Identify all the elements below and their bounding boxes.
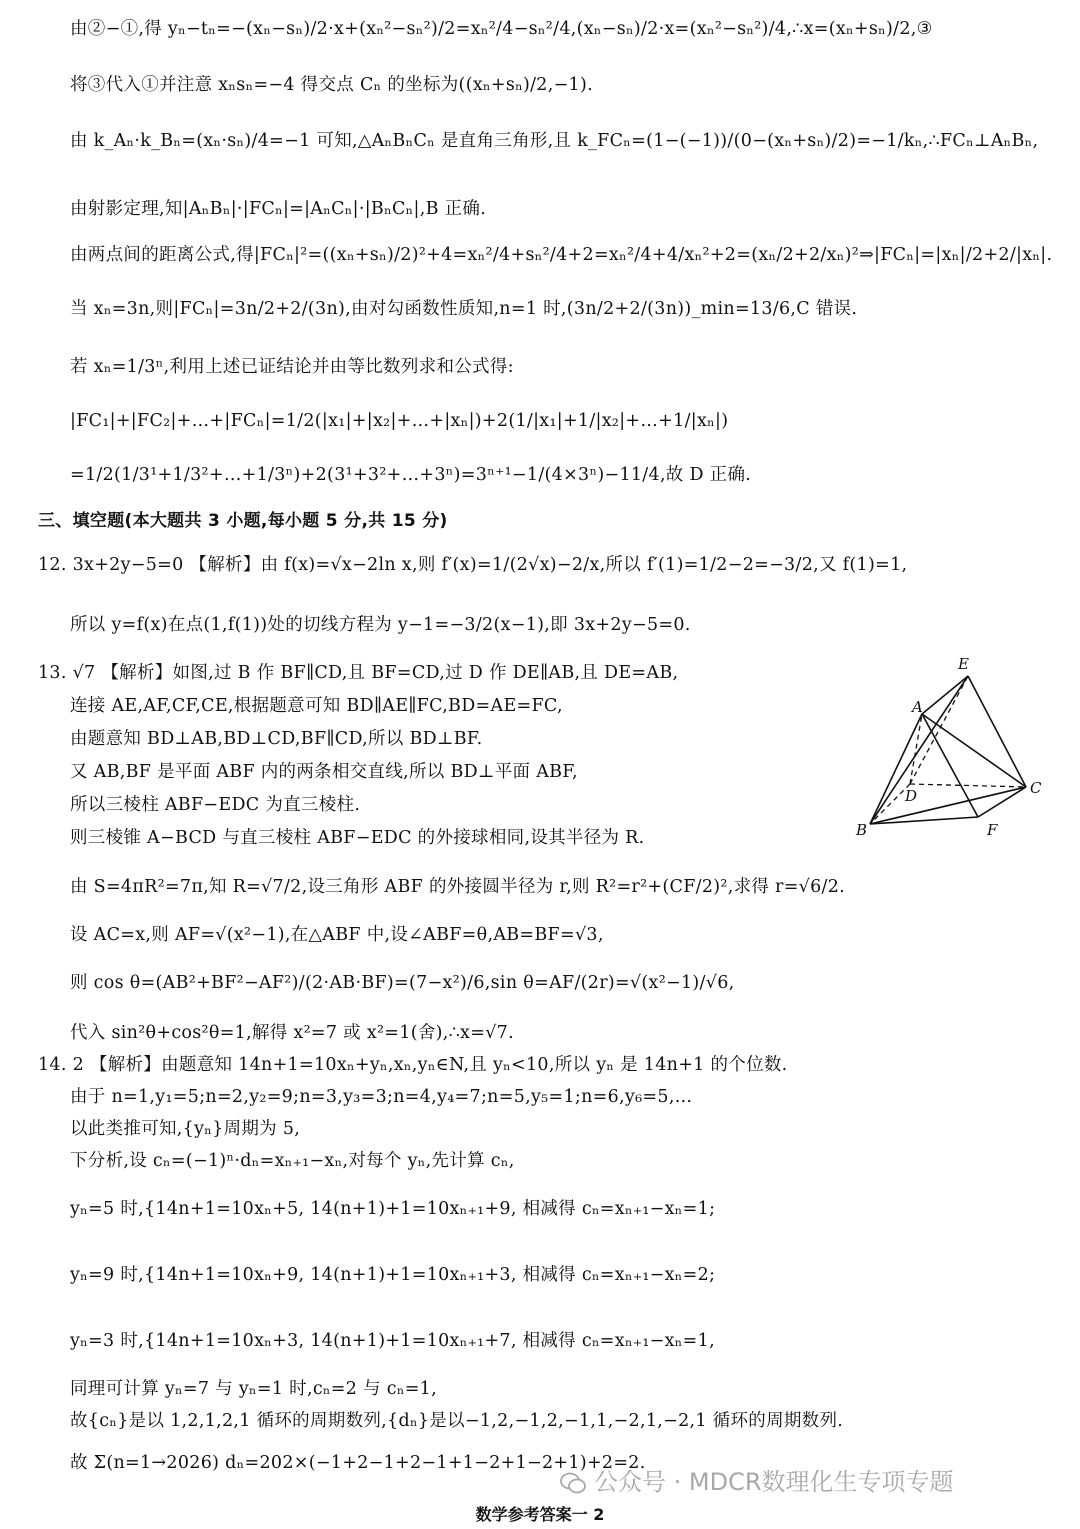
vertex-label-c: C — [1030, 779, 1042, 797]
text-line: 所以三棱柱 ABF−EDC 为直三棱柱. — [70, 795, 361, 815]
text-line: 由 S=4πR²=7π,知 R=√7/2,设三角形 ABF 的外接圆半径为 r,则 R²=r²+(CF/2)²,求得 r=√6/2. — [70, 877, 846, 897]
text-line: 由②−①,得 yₙ−tₙ=−(xₙ−sₙ)/2·x+(xₙ²−sₙ²)/2=xₙ²/4−sₙ²/4,(xₙ−sₙ)/2·x=(xₙ²−sₙ²)/4,∴x=(xₙ+sₙ)/2,③ — [70, 19, 933, 39]
text-line: =1/2(1/3¹+1/3²+…+1/3ⁿ)+2(3¹+3²+…+3ⁿ)=3ⁿ⁺¹−1/(4×3ⁿ)−11/4,故 D 正确. — [70, 465, 752, 485]
text-line: 又 AB,BF 是平面 ABF 内的两条相交直线,所以 BD⊥平面 ABF, — [70, 762, 578, 782]
text-line: 13. √7 【解析】如图,过 B 作 BF∥CD,且 BF=CD,过 D 作 DE∥AB,且 DE=AB, — [38, 663, 679, 683]
watermark — [560, 1462, 954, 1497]
page-footer: 数学参考答案一 2 — [475, 1505, 605, 1524]
text-line: 若 xₙ=1/3ⁿ,利用上述已证结论并由等比数列求和公式得: — [70, 357, 514, 377]
text-line: 连接 AE,AF,CF,CE,根据题意可知 BD∥AE∥FC,BD=AE=FC, — [70, 696, 563, 716]
text-line: |FC₁|+|FC₂|+…+|FCₙ|=1/2(|x₁|+|x₂|+…+|xₙ|)+2(1/|x₁|+1/|x₂|+…+1/|xₙ|) — [70, 411, 729, 431]
text-line: 将③代入①并注意 xₙsₙ=−4 得交点 Cₙ 的坐标为((xₙ+sₙ)/2,−1). — [70, 75, 593, 95]
wechat-icon — [560, 1472, 586, 1494]
text-line: 所以 y=f(x)在点(1,f(1))处的切线方程为 y−1=−3/2(x−1),即 3x+2y−5=0. — [70, 615, 691, 635]
vertex-label-a: A — [912, 698, 923, 716]
vertex-label-d: D — [905, 787, 918, 805]
text-line: 12. 3x+2y−5=0 【解析】由 f(x)=√x−2ln x,则 f′(x)=1/(2√x)−2/x,所以 f′(1)=1/2−2=−3/2,又 f(1)=1, — [38, 555, 908, 575]
text-line: 则 cos θ=(AB²+BF²−AF²)/(2·AB·BF)=(7−x²)/6,sin θ=AF/(2r)=√(x²−1)/√6, — [70, 973, 735, 993]
text-line: yₙ=5 时,{14n+1=10xₙ+5, 14(n+1)+1=10xₙ₊₁+9, 相减得 cₙ=xₙ₊₁−xₙ=1; — [70, 1199, 716, 1219]
text-line: 同理可计算 yₙ=7 与 yₙ=1 时,cₙ=2 与 cₙ=1, — [70, 1379, 437, 1399]
text-line: 故{cₙ}是以 1,2,1,2,1 循环的周期数列,{dₙ}是以−1,2,−1,2,−1,1,−2,1,−2,1 循环的周期数列. — [70, 1411, 844, 1431]
text-line: 由题意知 BD⊥AB,BD⊥CD,BF∥CD,所以 BD⊥BF. — [70, 729, 483, 749]
text-line: 由 k_Aₙ·k_Bₙ=(xₙ·sₙ)/4=−1 可知,△AₙBₙCₙ 是直角三角形,且 k_FCₙ=(1−(−1))/(0−(xₙ+sₙ)/2)=−1/kₙ,∴FCₙ⊥AₙBₙ, — [70, 131, 1039, 151]
text-line: yₙ=9 时,{14n+1=10xₙ+9, 14(n+1)+1=10xₙ₊₁+3, 相减得 cₙ=xₙ₊₁−xₙ=2; — [70, 1265, 716, 1285]
text-line: 14. 2 【解析】由题意知 14n+1=10xₙ+yₙ,xₙ,yₙ∈N,且 yₙ<10,所以 yₙ 是 14n+1 的个位数. — [38, 1055, 788, 1075]
text-line: 当 xₙ=3n,则|FCₙ|=3n/2+2/(3n),由对勾函数性质知,n=1 时,(3n/2+2/(3n))_min=13/6,C 错误. — [70, 299, 858, 319]
text-line: yₙ=3 时,{14n+1=10xₙ+3, 14(n+1)+1=10xₙ₊₁+7, 相减得 cₙ=xₙ₊₁−xₙ=1, — [70, 1331, 715, 1351]
text-line: 以此类推可知,{yₙ}周期为 5, — [70, 1119, 301, 1139]
text-line: 代入 sin²θ+cos²θ=1,解得 x²=7 或 x²=1(舍),∴x=√7. — [70, 1023, 514, 1043]
text-line: 则三棱锥 A−BCD 与直三棱柱 ABF−EDC 的外接球相同,设其半径为 R. — [70, 828, 645, 848]
text-line: 由于 n=1,y₁=5;n=2,y₂=9;n=3,y₃=3;n=4,y₄=7;n=5,y₅=1;n=6,y₆=5,… — [70, 1087, 693, 1107]
text-line: 下分析,设 cₙ=(−1)ⁿ·dₙ=xₙ₊₁−xₙ,对每个 yₙ,先计算 cₙ, — [70, 1151, 515, 1171]
text-line: 由两点间的距离公式,得|FCₙ|²=((xₙ+sₙ)/2)²+4=xₙ²/4+sₙ²/4+2=xₙ²/4+4/xₙ²+2=(xₙ/2+2/xₙ)²⇒|FCₙ|=|xₙ|/2+2/|xₙ|. — [70, 245, 1053, 265]
text-line: 由射影定理,知|AₙBₙ|·|FCₙ|=|AₙCₙ|·|BₙCₙ|,B 正确. — [70, 199, 487, 219]
section-heading: 三、填空题(本大题共 3 小题,每小题 5 分,共 15 分) — [38, 511, 448, 531]
vertex-label-b: B — [856, 821, 868, 839]
vertex-label-f: F — [987, 821, 998, 839]
vertex-label-e: E — [958, 655, 969, 673]
text-line: 故 Σ(n=1→2026) dₙ=202×(−1+2−1+2−1+1−2+1−2+1)+2=2. — [70, 1453, 646, 1473]
prism-figure — [850, 652, 1050, 842]
watermark-text: 公众号 · MDCR数理化生专项专题 — [594, 1468, 954, 1496]
text-line: 设 AC=x,则 AF=√(x²−1),在△ABF 中,设∠ABF=θ,AB=BF=√3, — [70, 925, 604, 945]
